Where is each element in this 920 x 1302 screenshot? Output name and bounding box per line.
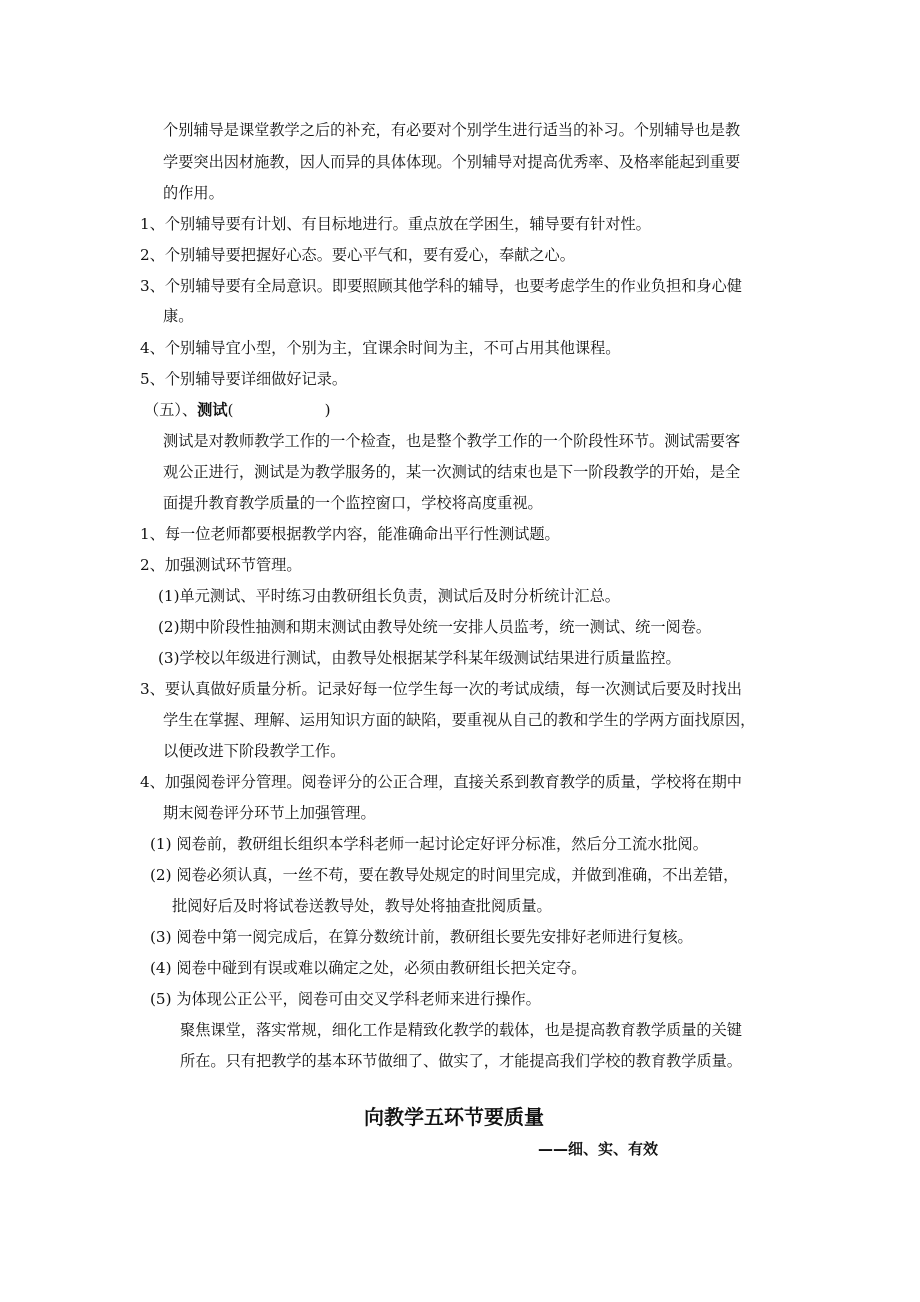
testing-intro-line-2: 观公正进行，测试是为教学服务的，某一次测试的结束也是下一阶段教学的开始，是全 [163,463,741,481]
closing-line-1: 聚焦课堂，落实常规，细化工作是精致化教学的载体，也是提高教育教学质量的关键 [180,1021,742,1039]
testing-item-3-line-3: 以便改进下阶段教学工作。 [163,742,346,760]
testing-item-2: 2、加强测试环节管理。 [140,556,302,574]
testing-item-1: 1、每一位老师都要根据教学内容，能准确命出平行性测试题。 [140,525,560,543]
testing-intro-line-3: 面提升教育教学质量的一个监控窗口，学校将高度重视。 [163,494,543,512]
testing-item-4-line-1: 4、加强阅卷评分管理。阅卷评分的公正合理，直接关系到教育教学的质量，学校将在期中 [140,773,742,791]
testing-heading-suffix: ( ) [227,401,331,419]
tutoring-item-2: 2、个别辅导要把握好心态。要心平气和，要有爱心，奉献之心。 [140,246,575,264]
tutoring-intro-line-3: 的作用。 [163,184,224,202]
testing-item-2-sub-1: (1)单元测试、平时练习由教研组长负责，测试后及时分析统计汇总。 [158,587,620,605]
testing-item-4-sub-5: (5) 为体现公正公平，阅卷可由交叉学科老师来进行操作。 [150,990,541,1008]
testing-item-2-sub-2: (2)期中阶段性抽测和期末测试由教导处统一安排人员监考，统一测试、统一阅卷。 [158,618,712,636]
testing-item-4-sub-3: (3) 阅卷中第一阅完成后，在算分数统计前，教研组长要先安排好老师进行复核。 [150,928,693,946]
tutoring-item-1: 1、个别辅导要有计划、有目标地进行。重点放在学困生，辅导要有针对性。 [140,215,651,233]
testing-item-4-sub-1: (1) 阅卷前，教研组长组织本学科老师一起讨论定好评分标准，然后分工流水批阅。 [150,835,708,853]
tutoring-item-3-cont: 康。 [163,307,194,325]
testing-item-3-line-2: 学生在掌握、理解、运用知识方面的缺陷，要重视从自己的教和学生的学两方面找原因， [163,711,756,729]
testing-heading-bold: 测试 [197,401,228,419]
tutoring-intro-line-2: 学要突出因材施教，因人而异的具体体现。个别辅导对提高优秀率、及格率能起到重要 [163,153,741,171]
section-subtitle: ——细、实、有效 [538,1140,659,1158]
testing-item-4-line-2: 期末阅卷评分环节上加强管理。 [163,804,376,822]
tutoring-intro-line-1: 个别辅导是课堂教学之后的补充，有必要对个别学生进行适当的补习。个别辅导也是教 [163,121,741,139]
testing-item-2-sub-3: (3)学校以年级进行测试，由教导处根据某学科某年级测试结果进行质量监控。 [158,649,681,667]
tutoring-item-5: 5、个别辅导要详细做好记录。 [140,370,348,388]
testing-intro-line-1: 测试是对教师教学工作的一个检查，也是整个教学工作的一个阶段性环节。测试需要客 [163,432,741,450]
section-title: 向教学五环节要质量 [364,1105,544,1129]
testing-heading-prefix: （五）、 [144,401,198,419]
testing-item-4-sub-2: (2) 阅卷必须认真，一丝不苟，要在教导处规定的时间里完成，并做到准确，不出差错， [150,866,739,884]
testing-item-3-line-1: 3、要认真做好质量分析。记录好每一位学生每一次的考试成绩，每一次测试后要及时找出 [140,680,742,698]
testing-item-4-sub-4: (4) 阅卷中碰到有误或难以确定之处，必须由教研组长把关定夺。 [150,959,587,977]
testing-heading [144,400,331,420]
testing-item-4-sub-2-cont: 批阅好后及时将试卷送教导处，教导处将抽查批阅质量。 [172,897,552,915]
closing-line-2: 所在。只有把教学的基本环节做细了、做实了，才能提高我们学校的教育教学质量。 [180,1052,742,1070]
tutoring-item-3: 3、个别辅导要有全局意识。即要照顾其他学科的辅导，也要考虑学生的作业负担和身心健 [140,277,742,295]
tutoring-item-4: 4、个别辅导宜小型，个别为主，宜课余时间为主，不可占用其他课程。 [140,339,621,357]
